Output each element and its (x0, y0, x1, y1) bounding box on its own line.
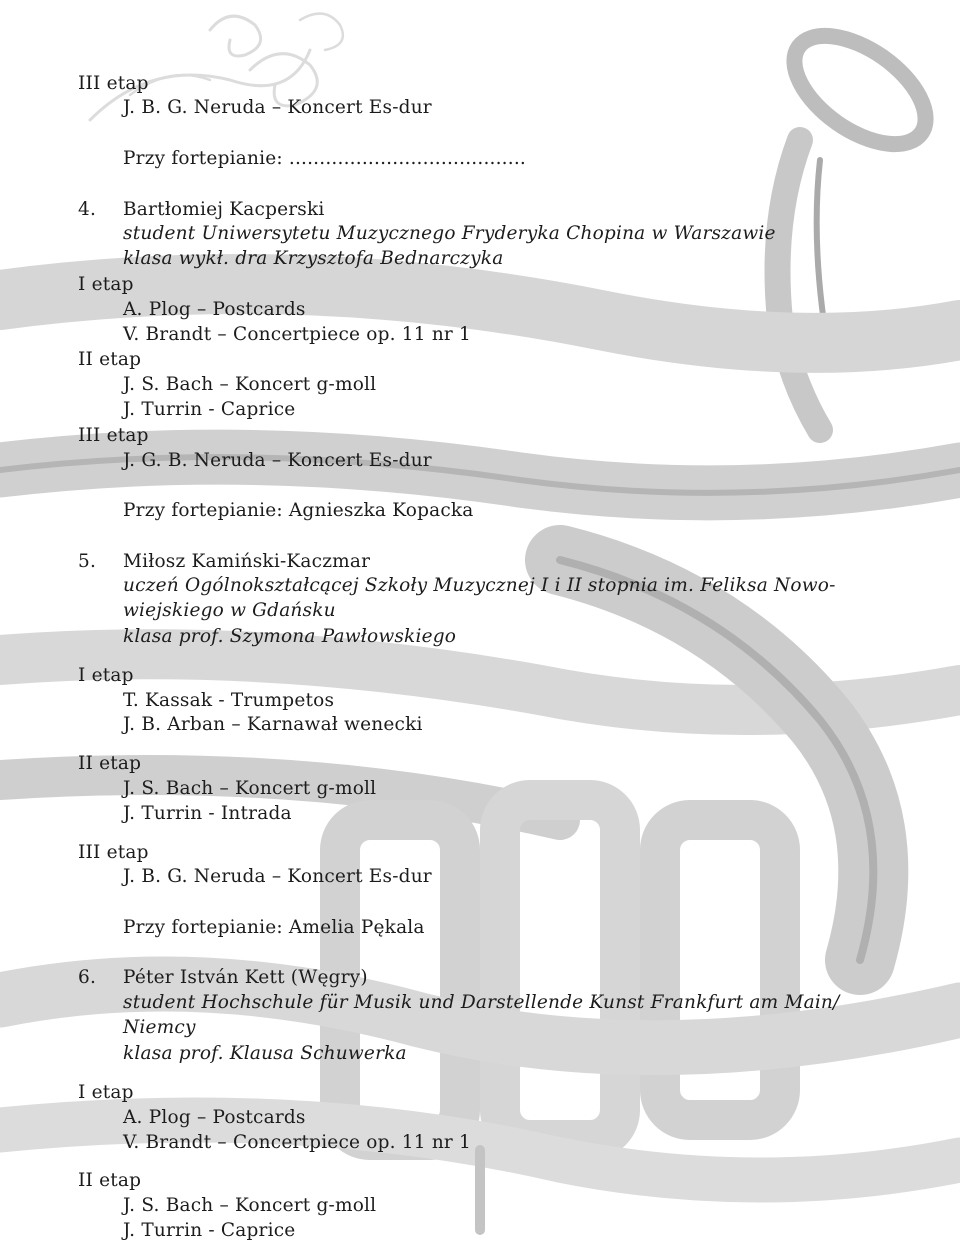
repertoire-item: J. Turrin - Intrada (123, 803, 292, 824)
participant-school: Niemcy (123, 1017, 196, 1038)
participant-school: uczeń Ogólnokształcącej Szkoły Muzycznej I i II stopnia im. Feliksa Nowo- (123, 575, 836, 596)
participant-school: student Uniwersytetu Muzycznego Fryderyka Chopina w Warszawie (123, 223, 776, 244)
participant-school: wiejskiego w Gdańsku (123, 600, 336, 621)
repertoire-item: J. B. G. Neruda – Koncert Es-dur (123, 866, 432, 887)
accompanist-line: Przy fortepianie: Amelia Pękala (123, 917, 425, 938)
stage-heading: III etap (78, 425, 149, 446)
stage-heading: II etap (78, 753, 142, 774)
repertoire-item: V. Brandt – Concertpiece op. 11 nr 1 (123, 324, 472, 345)
repertoire-item: J. S. Bach – Koncert g-moll (123, 1195, 377, 1216)
accompanist-line: Przy fortepianie: Agnieszka Kopacka (123, 500, 474, 521)
participant-name: Bartłomiej Kacperski (123, 199, 325, 220)
participant-teacher: klasa prof. Klausa Schuwerka (123, 1043, 407, 1064)
stage-heading: III etap (78, 842, 149, 863)
repertoire-item: J. G. B. Neruda – Koncert Es-dur (123, 450, 432, 471)
stage-heading: II etap (78, 349, 142, 370)
participant-school: student Hochschule für Musik und Darstellende Kunst Frankfurt am Main/ (123, 992, 840, 1013)
repertoire-item: J. S. Bach – Koncert g-moll (123, 374, 377, 395)
repertoire-item: J. S. Bach – Koncert g-moll (123, 778, 377, 799)
participant-number: 6. (78, 967, 97, 988)
stage-heading: I etap (78, 274, 134, 295)
participant-name: Péter István Kett (Węgry) (123, 967, 368, 988)
repertoire-item: J. B. Arban – Karnawał wenecki (123, 714, 423, 735)
repertoire-item: J. Turrin - Caprice (123, 1220, 296, 1241)
repertoire-item: A. Plog – Postcards (123, 1107, 306, 1128)
stage-heading: III etap (78, 73, 149, 94)
repertoire-item: V. Brandt – Concertpiece op. 11 nr 1 (123, 1132, 472, 1153)
stage-heading: I etap (78, 665, 134, 686)
participant-number: 5. (78, 551, 97, 572)
repertoire-item: J. Turrin - Caprice (123, 399, 296, 420)
participant-number: 4. (78, 199, 97, 220)
participant-teacher: klasa prof. Szymona Pawłowskiego (123, 626, 457, 647)
stage-heading: I etap (78, 1082, 134, 1103)
accompanist-line: Przy fortepianie: ....................................... (123, 148, 527, 169)
stage-heading: II etap (78, 1170, 142, 1191)
participant-name: Miłosz Kamiński-Kaczmar (123, 551, 371, 572)
participant-teacher: klasa wykł. dra Krzysztofa Bednarczyka (123, 248, 504, 269)
repertoire-item: A. Plog – Postcards (123, 299, 306, 320)
repertoire-item: J. B. G. Neruda – Koncert Es-dur (123, 97, 432, 118)
repertoire-item: T. Kassak - Trumpetos (123, 690, 335, 711)
